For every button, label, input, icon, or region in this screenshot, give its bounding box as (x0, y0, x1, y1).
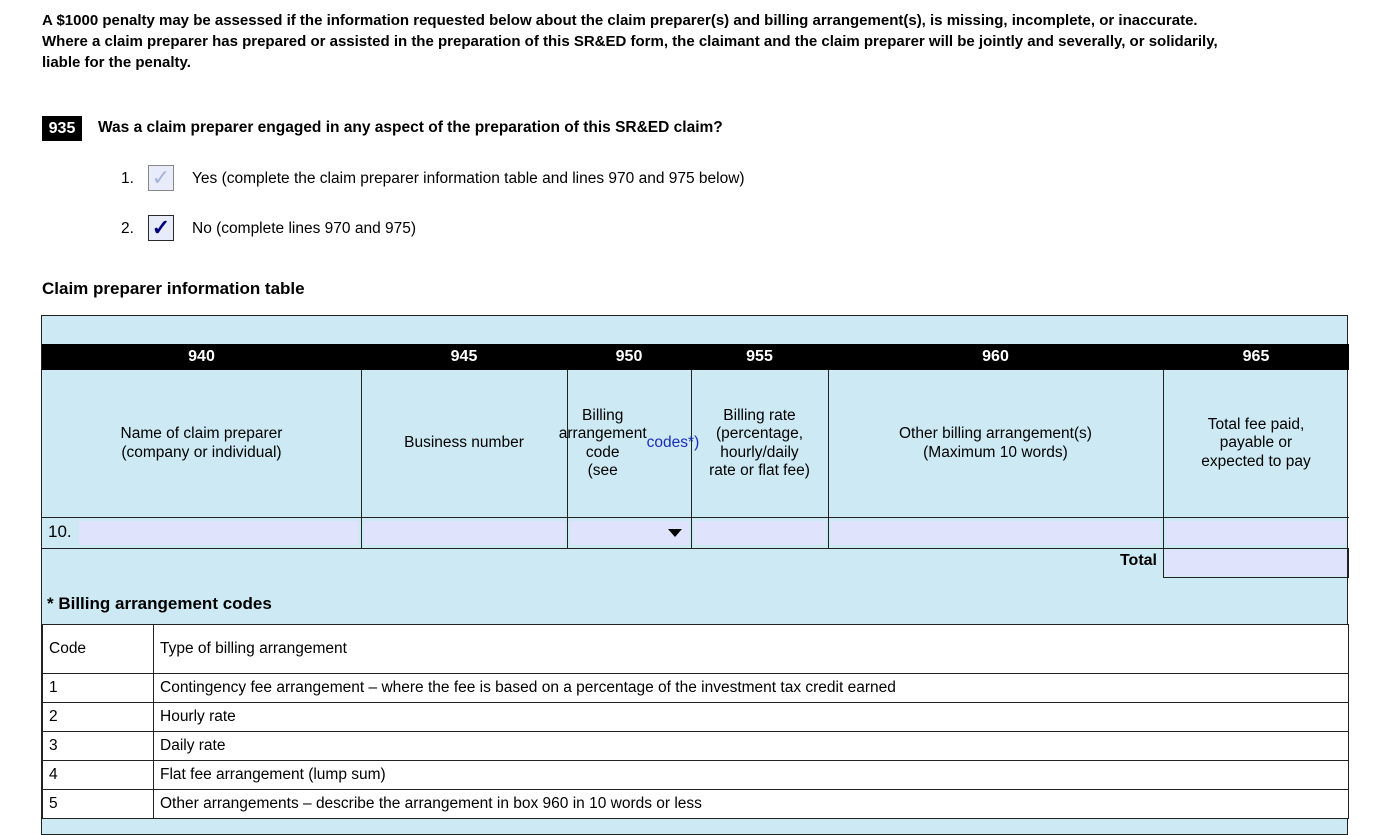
column-number: 950 (615, 348, 643, 365)
no-option-label: No (complete lines 970 and 975) (192, 220, 417, 237)
code-cell: 1 (43, 674, 154, 703)
table-row (43, 790, 1349, 819)
type-column-header: Type of billing arrangement (154, 625, 1349, 674)
penalty-warning: A $1000 penalty may be assessed if the information requested below about the claim preparer(s) and billing arrangement(s), is missing, incomplete, or inaccurate. Where a claim preparer has prepared or assisted in the preparation of this SR&ED form, the claimant and the claim preparer will be jointly and severally, or solidarily, liable for the penalty. (42, 12, 1218, 71)
header-billing-rate: Billing rate (percentage, hourly/daily rate or flat fee) (709, 406, 810, 479)
code-cell: 3 (43, 732, 154, 761)
check-mark-icon: ✓ (151, 215, 171, 240)
code-cell: 2 (43, 703, 154, 732)
code-cell: 5 (43, 790, 154, 819)
section-title: Claim preparer information table (42, 279, 305, 298)
type-cell: Hourly rate (154, 703, 1349, 732)
yes-checkbox[interactable] (148, 165, 174, 191)
header-preparer-name: Name of claim preparer (company or individual) (120, 425, 283, 461)
header-billing-code (558, 370, 700, 517)
header-business-number: Business number (404, 434, 524, 452)
codes-header-row (43, 625, 1349, 674)
check-mark-icon: ✓ (151, 165, 171, 190)
type-cell: Flat fee arrangement (lump sum) (154, 761, 1349, 790)
code-cell: 4 (43, 761, 154, 790)
table-row (43, 674, 1349, 703)
column-number: 960 (982, 348, 1009, 365)
grid-divider (1163, 577, 1349, 578)
total-label: Total (1119, 552, 1157, 569)
table-row (43, 703, 1349, 732)
row-number: 10. (48, 522, 72, 541)
grid-divider (42, 517, 1349, 518)
question-number-badge: 935 (42, 116, 82, 141)
billing-codes-table (42, 624, 1349, 819)
chevron-down-icon[interactable] (668, 529, 682, 537)
header-total-fee: Total fee paid, payable or expected to pay (1201, 415, 1311, 470)
type-cell: Other arrangements – describe the arrangement in box 960 in 10 words or less (154, 790, 1349, 819)
column-number: 945 (450, 348, 478, 365)
table-row (43, 732, 1349, 761)
table-row (43, 761, 1349, 790)
column-number-header (42, 344, 1349, 370)
header-billing-code-text: Billing arrangement code (see (558, 406, 647, 479)
other-billing-input[interactable] (831, 521, 1160, 545)
total-sum-field[interactable] (1165, 550, 1347, 576)
no-checkbox[interactable] (148, 215, 174, 241)
column-number: 965 (1242, 348, 1270, 365)
preparer-name-input[interactable] (79, 521, 358, 545)
header-other-billing: Other billing arrangement(s) (Maximum 10 words) (899, 425, 1092, 461)
type-cell: Daily rate (154, 732, 1349, 761)
column-number: 940 (188, 348, 215, 365)
billing-codes-title: * Billing arrangement codes (47, 594, 272, 613)
grid-divider (42, 548, 1349, 549)
header-billing-code-suffix: *) (688, 434, 700, 452)
codes-link[interactable]: codes (646, 434, 689, 452)
type-cell: Contingency fee arrangement – where the fee is based on a percentage of the investment tax credit earned (154, 674, 1349, 703)
column-number: 955 (746, 348, 773, 365)
grid-divider (1348, 548, 1349, 578)
yes-option-label: Yes (complete the claim preparer information table and lines 970 and 975 below) (192, 170, 745, 187)
total-fee-input[interactable] (1166, 521, 1346, 545)
question-text: Was a claim preparer engaged in any aspect of the preparation of this SR&ED claim? (98, 119, 723, 136)
code-column-header: Code (43, 625, 154, 674)
option-1-number: 1. (121, 170, 134, 187)
billing-rate-input[interactable] (694, 521, 826, 545)
option-2-number: 2. (121, 220, 134, 237)
business-number-input[interactable] (364, 521, 565, 545)
